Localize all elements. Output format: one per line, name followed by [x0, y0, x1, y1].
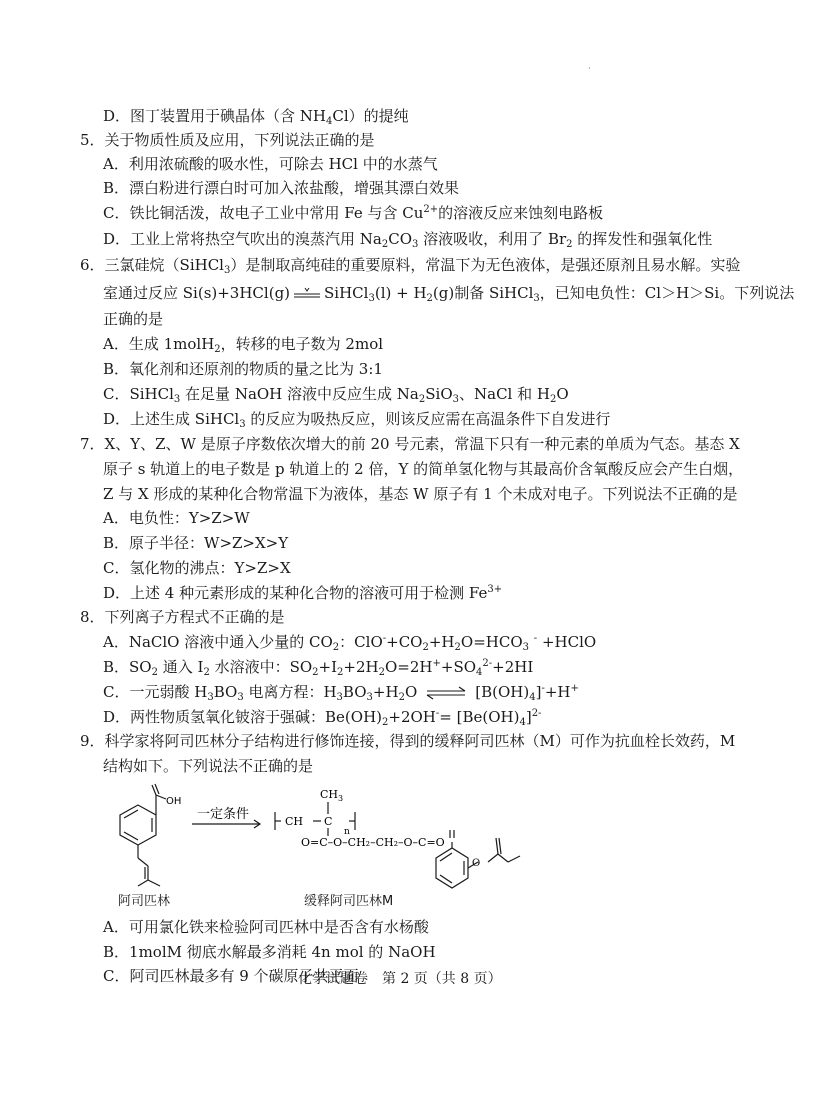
q9-option-a: A．可用氯化铁来检验阿司匹林中是否含有水杨酸 [103, 918, 429, 936]
q6-option-d: D．上述生成 SiHCl$_3$ 的反应为吸热反应，则该反应需在高温条件下自发进行 [103, 410, 611, 430]
equilibrium-heat-arrow-icon [293, 287, 321, 301]
q6-stem-line2: 室通过反应 Si(s)+3HCl(g) SiHCl$_3$(l) + $H_2(g)$制备 SiHCl$_3$，已知电负性：Cl＞H＞Si。下列说法 [103, 284, 795, 304]
q8-option-c: C．一元弱酸 $H_3BO_3$ 电离方程：$H_3BO_3+H_2O$ $[B(OH)_4]^-+H^+$ [103, 683, 579, 703]
q9-option-b: B．1molM 彻底水解最多消耗 4n mol 的 NaOH [103, 943, 436, 961]
page-footer: 化学试题卷 第 2 页（共 8 页） [298, 971, 502, 987]
q8-stem: 8．下列离子方程式不正确的是 [80, 608, 285, 626]
q7-option-c: C．氢化物的沸点：Y>Z>X [103, 559, 291, 577]
q8-option-b: B．$SO_2$ 通入 $I_2$ 水溶液中：$SO_2+I_2+2H_2O=2H^++SO_4^{2-}+2HI$ [103, 658, 534, 678]
q6-stem-line3: 正确的是 [103, 310, 164, 328]
repeat-n-label: n [344, 827, 350, 837]
product-ether-o: O [472, 858, 481, 869]
product-benzene-ring [436, 848, 468, 888]
oh-group-label: OH [166, 796, 182, 807]
q4-option-d: D．图丁装置用于碘晶体（含 $NH_4Cl$）的提纯 [103, 107, 409, 127]
q9-stem-line1: 9．科学家将阿司匹林分子结构进行修饰连接，得到的缓释阿司匹林（M）可作为抗血栓长效药，M [80, 732, 736, 750]
methyl-label: $CH_3$ [320, 788, 344, 803]
q6-option-b: B．氧化剂和还原剂的物质的量之比为 3:1 [103, 360, 383, 378]
reaction-structure-diagram [100, 780, 740, 910]
q7-option-a: A．电负性：Y>Z>W [103, 509, 250, 527]
product-label: 缓释阿司匹林M [304, 894, 394, 909]
q7-stem-line3: Z 与 X 形成的某种化合物常温下为液体，基态 W 原子有 1 个未成对电子。下列说法不正确的是 [103, 485, 738, 503]
q8-option-d: D．两性物质氢氧化铍溶于强碱：$Be(OH)_2+2OH^-= [Be(OH)_4]^{2-}$ [103, 708, 542, 728]
q6-stem-line1: 6．三氯硅烷（SiHCl$_3$）是制取高纯硅的重要原料，常温下为无色液体，是强还原剂且易水解。实验 [80, 256, 741, 276]
q5-option-a: A．利用浓硫酸的吸水性，可除去 HCl 中的水蒸气 [103, 155, 438, 173]
q5-option-c: C．铁比铜活泼，故电子工业中常用 Fe 与含 $Cu^{2+}$的溶液反应来蚀刻电路板 [103, 204, 604, 222]
methylene-label: CH [285, 815, 304, 828]
ester-chain-label: O=C–O–CH₂–CH₂–O–C=O [301, 836, 445, 849]
q6-option-c: C．SiHCl$_3$ 在足量 NaOH 溶液中反应生成 $Na_2SiO_3$、NaCl 和 $H_2O$ [103, 385, 569, 405]
q9-option-c: C．阿司匹林最多有 9 个碳原子共平面 [103, 967, 359, 985]
backbone-carbon-label: C [324, 815, 333, 828]
reaction-condition-label: 一定条件 [197, 807, 250, 822]
aspirin-reaction-figure [100, 780, 740, 910]
reversible-arrow-icon [425, 686, 467, 700]
q8-option-a: A．NaClO 溶液中通入少量的 $CO_2$：$ClO^-+CO_2+H_2O=HCO_3$ - +HClO [103, 633, 597, 653]
q5-stem: 5．关于物质性质及应用，下列说法正确的是 [80, 131, 375, 149]
q9-stem-line2: 结构如下。下列说法不正确的是 [103, 757, 314, 775]
q7-stem-line1: 7．X、Y、Z、W 是原子序数依次增大的前 20 号元素，常温下只有一种元素的单质为气态。基态 X [80, 435, 740, 453]
q7-option-b: B．原子半径：W>Z>X>Y [103, 534, 289, 552]
q7-option-d: D．上述 4 种元素形成的某种化合物的溶液可用于检测 $Fe^{3+}$ [103, 584, 503, 602]
q5-option-d: D．工业上常将热空气吹出的溴蒸汽用 $Na_2CO_3$ 溶液吸收，利用了 $Br_2$ 的挥发性和强氧化性 [103, 230, 713, 250]
aspirin-label: 阿司匹林 [118, 894, 171, 909]
aspirin-benzene-ring [120, 805, 156, 845]
q7-stem-line2: 原子 s 轨道上的电子数是 p 轨道上的 2 倍，Y 的简单氢化物与其最高价含氧酸反应会产生白烟， [103, 460, 744, 478]
q6-option-a: A．生成 1molH$_2$，转移的电子数为 2mol [103, 335, 384, 355]
q5-option-b: B．漂白粉进行漂白时可加入浓盐酸，增强其漂白效果 [103, 179, 460, 197]
corner-mark: · [588, 64, 591, 74]
